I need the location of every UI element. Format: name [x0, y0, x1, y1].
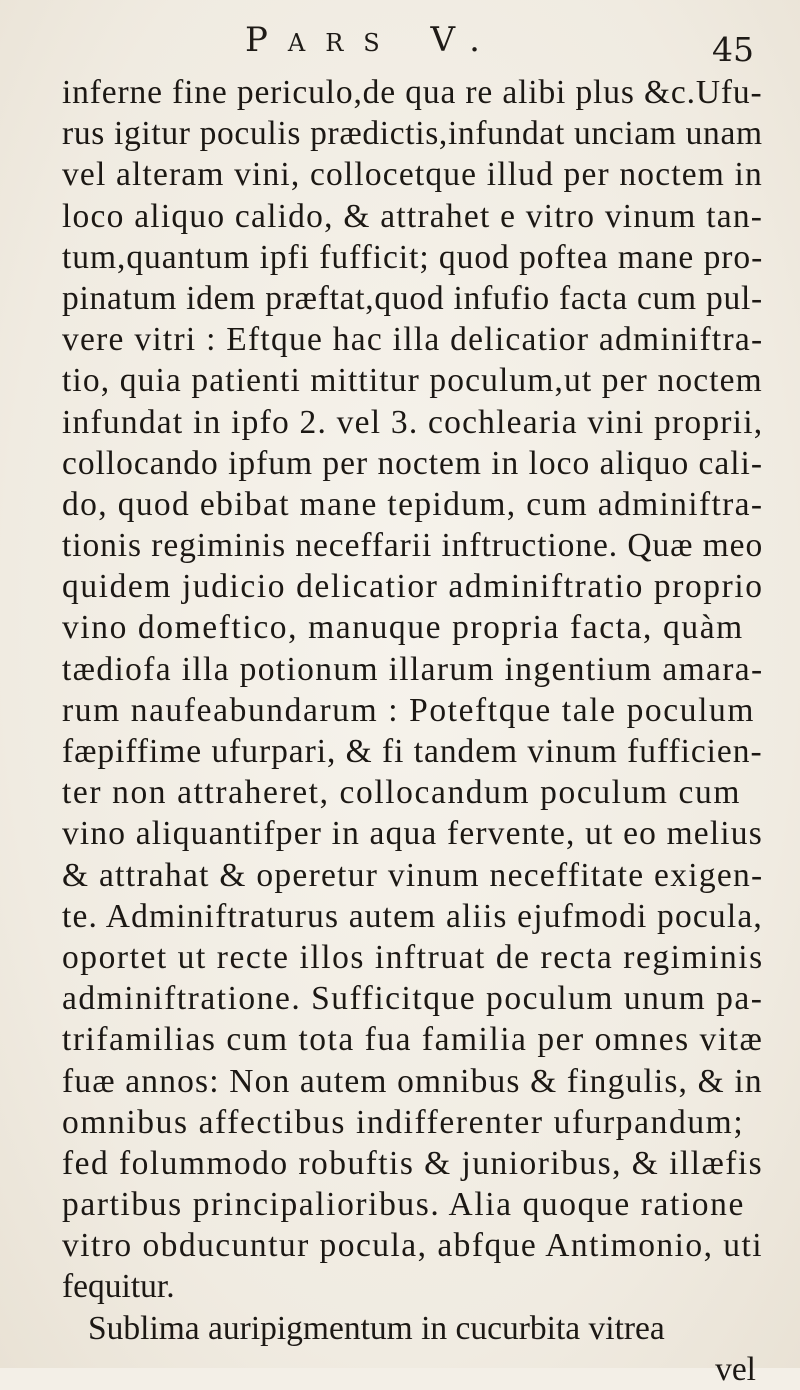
text-line: ter non attraheret, collocandum poculum cum [62, 774, 742, 812]
text-line: rus igitur poculis prædictis,infundat unciam unam [62, 115, 763, 153]
text-line: pinatum idem præftat,quod infufio facta cum pul- [62, 279, 763, 317]
text-line: vino aliquantifper in aqua fervente, ut eo melius [62, 815, 763, 853]
text-line: fæpiffime ufurpari, & fi tandem vinum fufficien- [62, 733, 763, 770]
paragraph-start-line: Sublima auripigmentum in cucurbita vitrea [88, 1309, 665, 1347]
text-line: fequitur. [62, 1268, 175, 1306]
body-text [62, 72, 762, 1390]
text-line: vitro obducuntur pocula, abfque Antimonio, uti [62, 1227, 764, 1265]
text-line: vere vitri : Eftque hac illa delicatior adminiftra- [62, 321, 764, 359]
text-line: vino domeftico, manuque propria facta, quàm [62, 609, 744, 647]
text-line: fuæ annos: Non autem omnibus & fingulis, & in [62, 1062, 763, 1100]
text-line: fed folummodo robuftis & junioribus, & illæfis [62, 1144, 764, 1182]
text-line: quidem judicio delicatior adminiftratio proprio [62, 568, 764, 606]
running-head: Pars V. [245, 20, 500, 60]
text-line: adminiftratione. Sufficitque poculum unum pa- [62, 980, 764, 1018]
text-line: tionis regiminis neceffarii inftructione. Quæ meo [62, 527, 764, 565]
text-line: infundat in ipfo 2. vel 3. cochlearia vini proprii, [62, 403, 764, 441]
text-line: partibus principalioribus. Alia quoque ratione [62, 1186, 745, 1224]
text-line: do, quod ebibat mane tepidum, cum adminiftra- [62, 485, 764, 523]
text-line: & attrahat & operetur vinum neceffitate exigen- [62, 856, 764, 894]
page-header [0, 18, 800, 70]
text-line: trifamilias cum tota fua familia per omnes vitæ [62, 1021, 764, 1059]
text-line: oportet ut recte illos inftruat de recta regiminis [62, 938, 764, 976]
text-line: tædiofa illa potionum illarum ingentium amara- [62, 650, 764, 688]
page-number: 45 [712, 30, 754, 69]
text-line: vel alteram vini, collocetque illud per noctem in [62, 156, 763, 194]
text-line: collocando ipfum per noctem in loco aliquo cali- [62, 444, 763, 482]
catchword: vel [715, 1350, 756, 1388]
text-line: te. Adminiftraturus autem aliis ejufmodi pocula, [62, 897, 763, 935]
text-line: inferne fine periculo,de qua re alibi plus &c.Ufu- [62, 74, 763, 111]
text-line: tio, quia patienti mittitur poculum,ut per noctem [62, 362, 763, 400]
text-line: omnibus affectibus indifferenter ufurpandum; [62, 1103, 745, 1141]
text-line: tum,quantum ipfi fufficit; quod poftea mane pro- [62, 238, 764, 276]
text-line: loco aliquo calido, & attrahet e vitro vinum tan- [62, 197, 764, 235]
text-line: rum naufeabundarum : Poteftque tale poculum [62, 691, 756, 729]
